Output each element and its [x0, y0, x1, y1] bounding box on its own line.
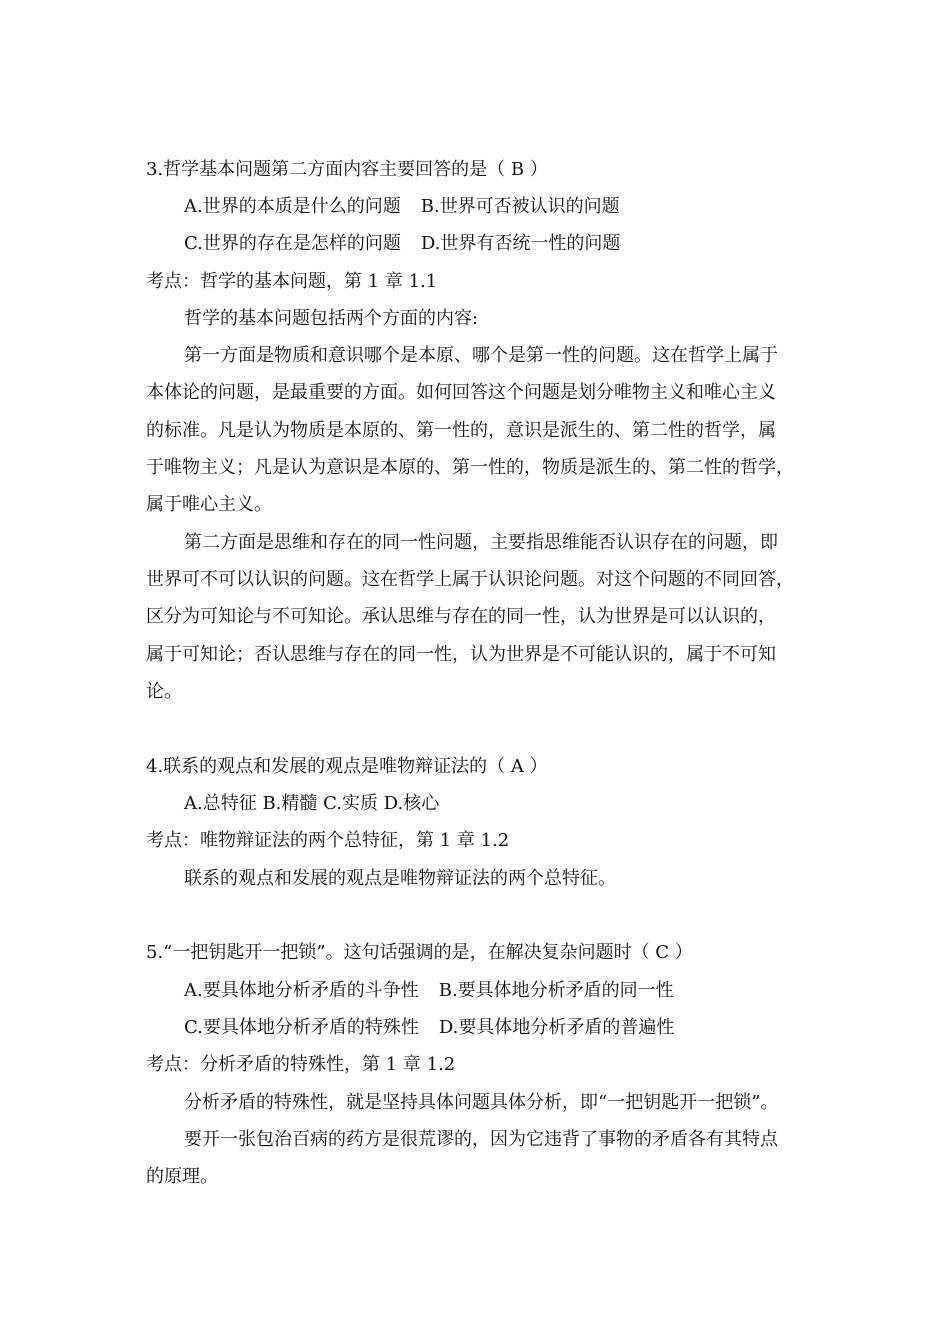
question-4-kaodian: 考点：唯物辩证法的两个总特征，第 1 章 1.2 [146, 830, 510, 851]
option-c: C.世界的存在是怎样的问题 [184, 233, 401, 254]
option-b: B.世界可否被认识的问题 [420, 196, 620, 217]
explanation-line: 分析矛盾的特殊性，就是坚持具体问题具体分析，即“一把钥匙开一把锁”。 [184, 1092, 779, 1113]
explanation-line: 区分为可知论与不可知论。承认思维与存在的同一性，认为世界是可以认识的， [146, 606, 776, 627]
explanation-line: 联系的观点和发展的观点是唯物辩证法的两个总特征。 [184, 868, 616, 889]
explanation-line: 要开一张包治百病的药方是很荒谬的，因为它违背了事物的矛盾各有其特点 [184, 1129, 778, 1150]
question-5-options-row-2 [184, 1016, 674, 1040]
option-d: D.世界有否统一性的问题 [420, 233, 621, 254]
question-3-options-row-2 [184, 232, 620, 256]
explanation-line: 哲学的基本问题包括两个方面的内容: [184, 308, 479, 329]
explanation-line: 的原理。 [146, 1166, 218, 1187]
explanation-line: 属于唯心主义。 [146, 494, 272, 515]
explanation-line: 论。 [146, 681, 182, 702]
question-3-stem: 3.哲学基本问题第二方面内容主要回答的是（ B ） [146, 159, 548, 180]
explanation-line: 第一方面是物质和意识哪个是本原、哪个是第一性的问题。这在哲学上属于 [184, 345, 778, 366]
question-3-options-row-1 [184, 195, 620, 219]
question-3-kaodian: 考点：哲学的基本问题，第 1 章 1.1 [146, 271, 438, 292]
question-4-options: A.总特征 B.精髓 C.实质 D.核心 [184, 793, 440, 814]
question-5-kaodian: 考点：分析矛盾的特殊性，第 1 章 1.2 [146, 1054, 456, 1075]
option-c: C.要具体地分析矛盾的特殊性 [184, 1017, 419, 1038]
explanation-line: 于唯物主义；凡是认为意识是本原的、第一性的，物质是派生的、第二性的哲学， [146, 457, 794, 478]
option-d: D.要具体地分析矛盾的普遍性 [438, 1017, 675, 1038]
option-b: B.要具体地分析矛盾的同一性 [438, 980, 674, 1001]
option-a: A.要具体地分析矛盾的斗争性 [184, 980, 419, 1001]
question-5-options-row-1 [184, 979, 674, 1003]
explanation-line: 本体论的问题，是最重要的方面。如何回答这个问题是划分唯物主义和唯心主义 [146, 382, 776, 403]
explanation-line: 的标准。凡是认为物质是本原的、第一性的，意识是派生的、第二性的哲学，属 [146, 420, 776, 441]
explanation-line: 属于可知论；否认思维与存在的同一性，认为世界是不可能认识的，属于不可知 [146, 644, 776, 665]
option-a: A.世界的本质是什么的问题 [184, 196, 401, 217]
explanation-line: 第二方面是思维和存在的同一性问题，主要指思维能否认识存在的问题，即 [184, 532, 778, 553]
explanation-line: 世界可不可以认识的问题。这在哲学上属于认识论问题。对这个问题的不同回答， [146, 569, 794, 590]
question-5-stem: 5.“一把钥匙开一把锁”。这句话强调的是，在解决复杂问题时（ C ） [146, 942, 693, 963]
question-4-stem: 4.联系的观点和发展的观点是唯物辩证法的（ A ） [146, 756, 548, 777]
